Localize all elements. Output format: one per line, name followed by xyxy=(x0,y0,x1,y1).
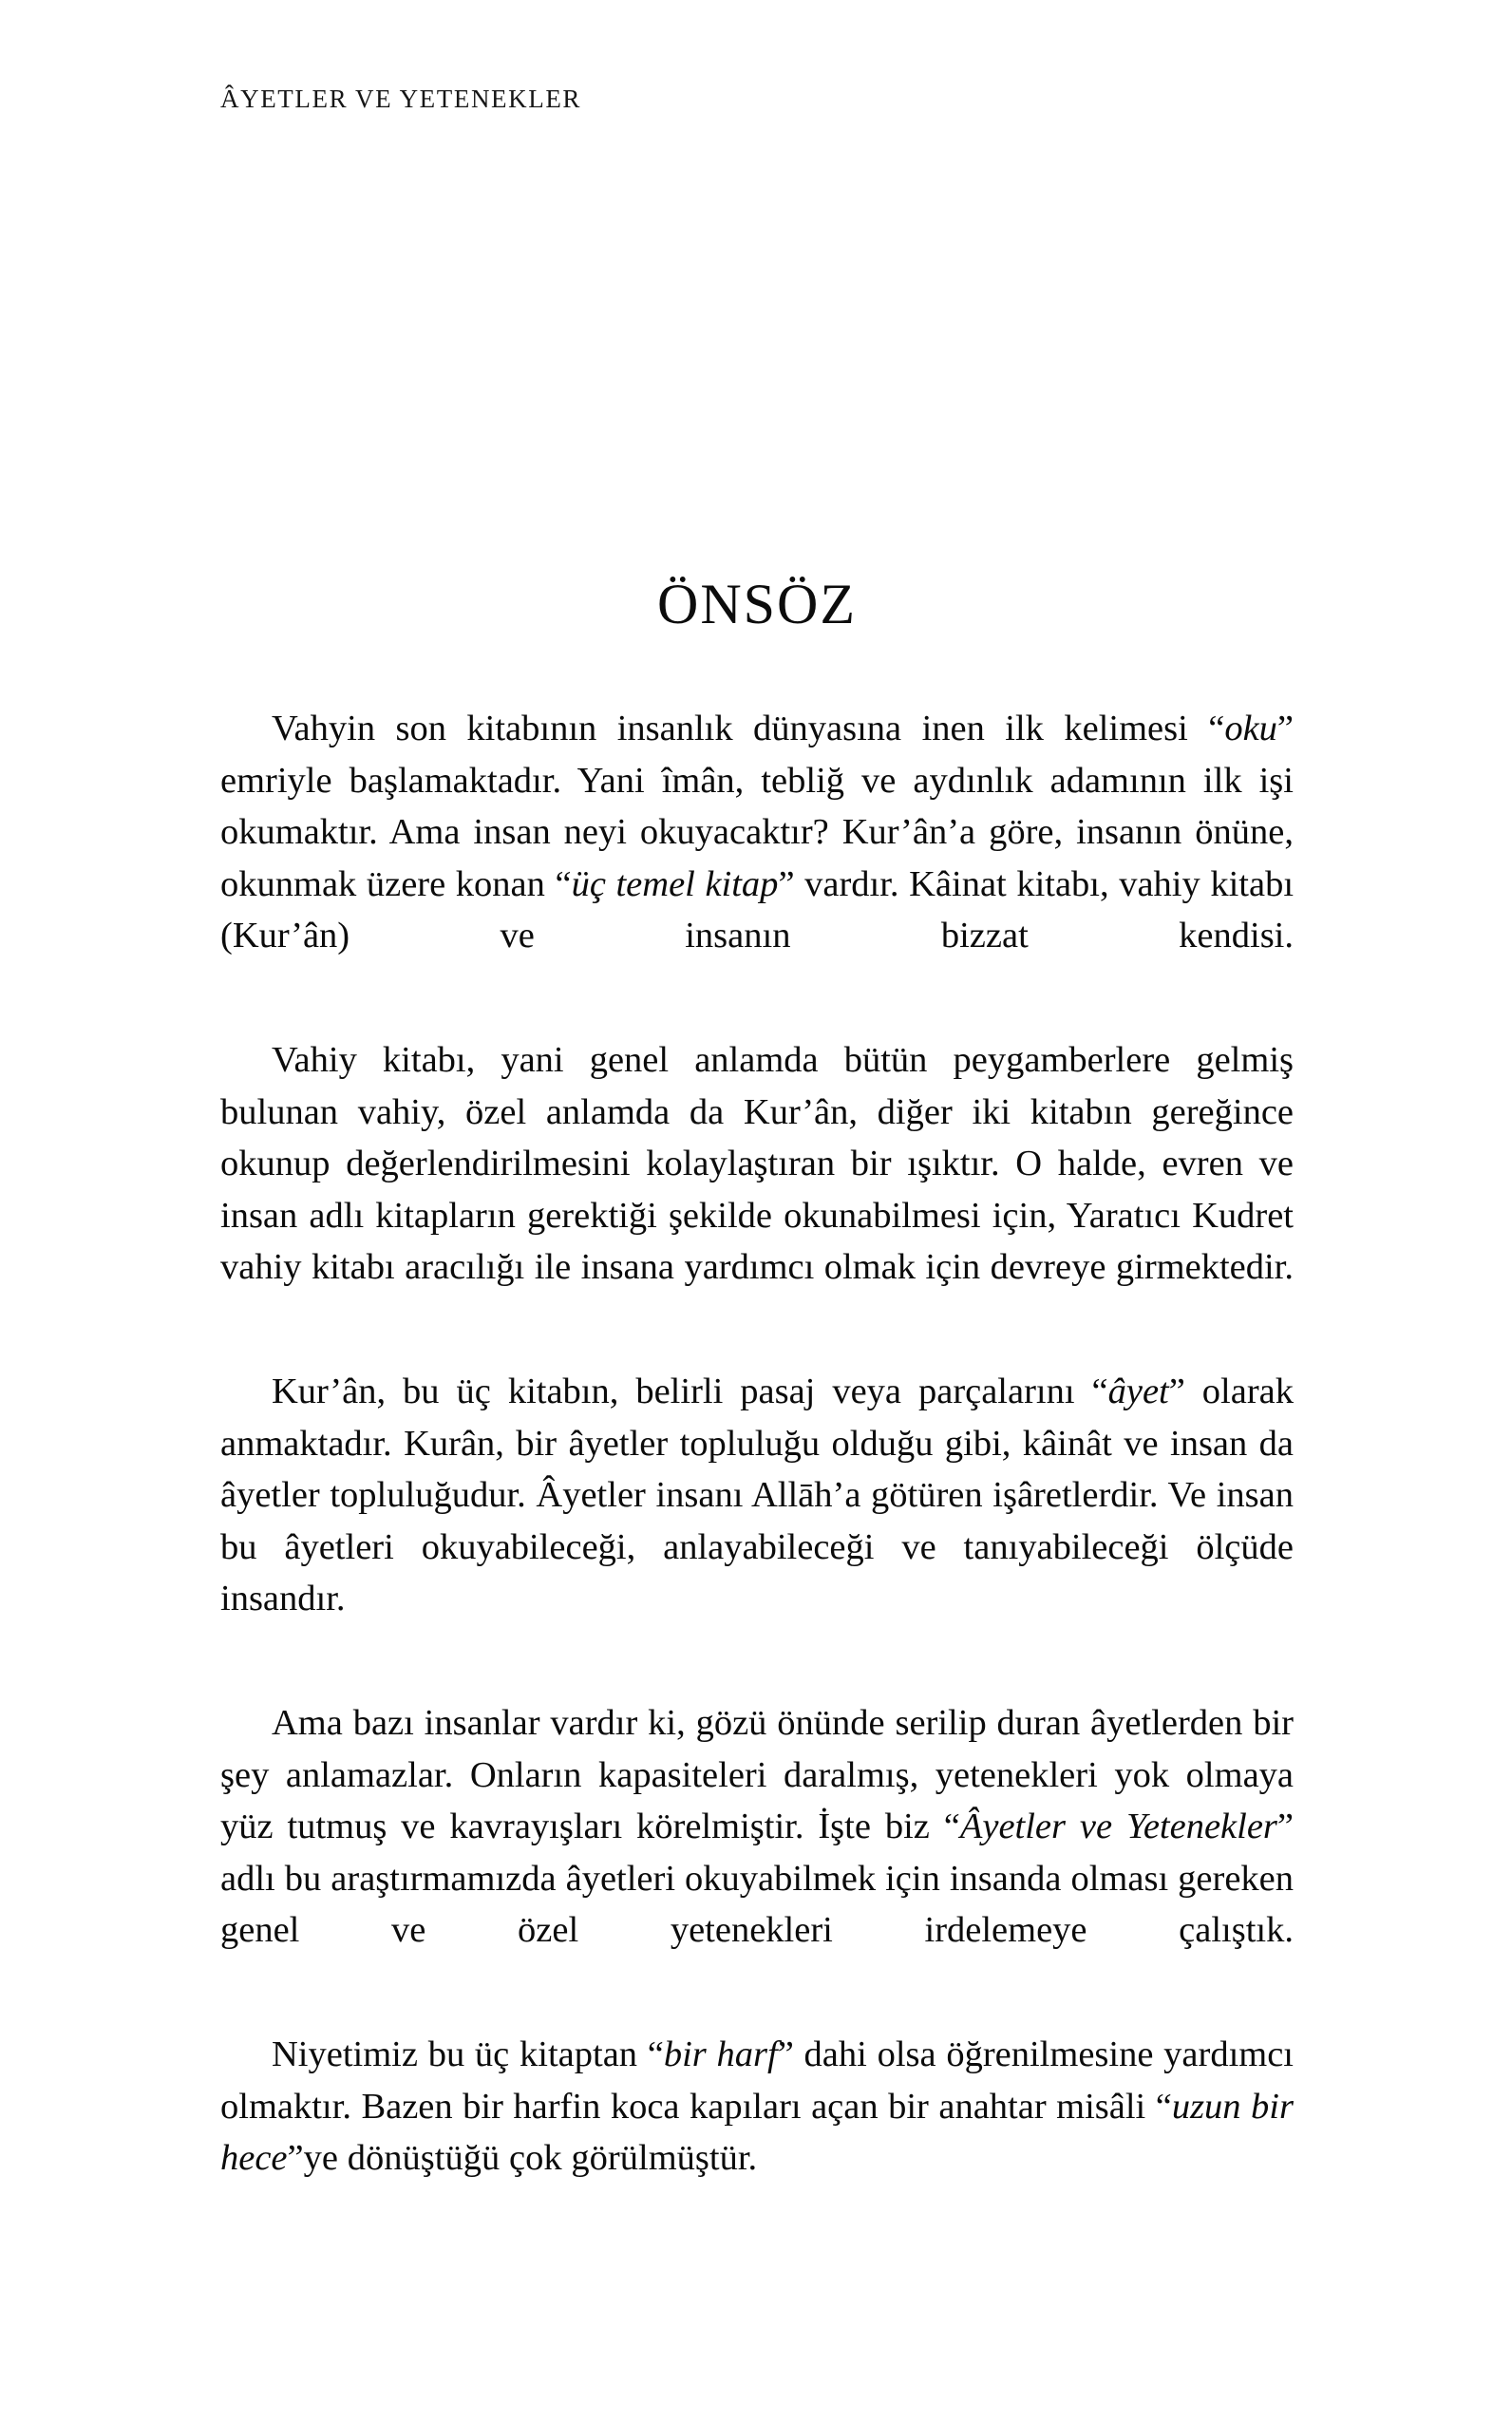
paragraph-5 xyxy=(220,2029,1294,2185)
paragraph-4-segment-2: ” adlı bu araştırmamızda âyetleri okuyabilmek için insanda olması gereken genel ve özel yetenekleri irdelemeye çalıştık. xyxy=(220,1807,1294,1950)
paragraph-3-segment-2: ” olarak anmaktadır. Kurân, bir âyetler topluluğu olduğu gibi, kâinât ve insan da âyetler topluluğudur. Âyetler insanı Allāh’a götüren işâretlerdir. Ve insan bu âyetleri okuyabileceği, anlayabileceği ve tanıyabileceği ölçüde insandır. xyxy=(220,1372,1294,1618)
paragraph-3 xyxy=(220,1366,1294,1676)
paragraph-5-emphasis-1: bir harf xyxy=(663,2034,778,2074)
paragraph-1-segment-2: ” emriyle başlamaktadır. Yani îmân, tebliğ ve aydınlık adamının ilk işi okumaktır. Ama insan neyi okuyacaktır? Kur’ân’a göre, insanın önüne, okunmak üzere konan “ xyxy=(220,709,1294,904)
body-text xyxy=(220,703,1294,2185)
paragraph-5-segment-1: Niyetimiz bu üç kitaptan “ xyxy=(272,2034,664,2074)
paragraph-2-segment-1: Vahiy kitabı, yani genel anlamda bütün peygamberlere gelmiş bulunan vahiy, özel anlamda da Kur’ân, diğer iki kitabın gereğince okunup değerlendirilmesini kolaylaştıran bir ışıktır. O halde, evren ve insan adlı kitapların gerektiği şekilde okunabilmesi için, Yaratıcı Kudret vahiy kitabı aracılığı ile insana yardımcı olmak için devreye girmektedir. xyxy=(220,1040,1294,1287)
paragraph-1 xyxy=(220,703,1294,1013)
paragraph-5-segment-2: ” dahi olsa öğrenilmesine yardımcı olmaktır. Bazen bir harfin koca kapıları açan bir anahtar misâli “ xyxy=(220,2034,1294,2127)
paragraph-4 xyxy=(220,1697,1294,2008)
running-head: ÂYETLER VE YETENEKLER xyxy=(220,85,582,113)
page-title: ÖNSÖZ xyxy=(656,573,857,636)
paragraph-1-emphasis-2: üç temel kitap xyxy=(571,863,779,904)
paragraph-3-segment-1: Kur’ân, bu üç kitabın, belirli pasaj veya parçalarını “ xyxy=(272,1372,1108,1411)
paragraph-4-emphasis-1: Âyetler ve Yetenekler xyxy=(959,1807,1277,1846)
paragraph-1-emphasis-1: oku xyxy=(1224,709,1277,748)
paragraph-1-segment-3: ” vardır. Kâinat kitabı, vahiy kitabı (Kur’ân) ve insanın bizzat kendisi. xyxy=(220,863,1295,956)
paragraph-5-emphasis-2: uzun bir hece xyxy=(220,2086,1294,2178)
paragraph-2 xyxy=(220,1034,1294,1345)
paragraph-4-segment-1: Ama bazı insanlar vardır ki, gözü önünde serilip duran âyetlerden bir şey anlamazlar. Onların kapasiteleri daralmış, yetenekleri yok olmaya yüz tutmuş ve kavrayışları körelmiştir. İşte biz “ xyxy=(220,1703,1294,1846)
paragraph-1-segment-1: Vahyin son kitabının insanlık dünyasına inen ilk kelimesi “ xyxy=(272,709,1225,748)
paragraph-5-segment-3: ”ye dönüştüğü çok görülmüştür. xyxy=(287,2138,758,2178)
paragraph-3-emphasis-1: âyet xyxy=(1107,1372,1169,1411)
